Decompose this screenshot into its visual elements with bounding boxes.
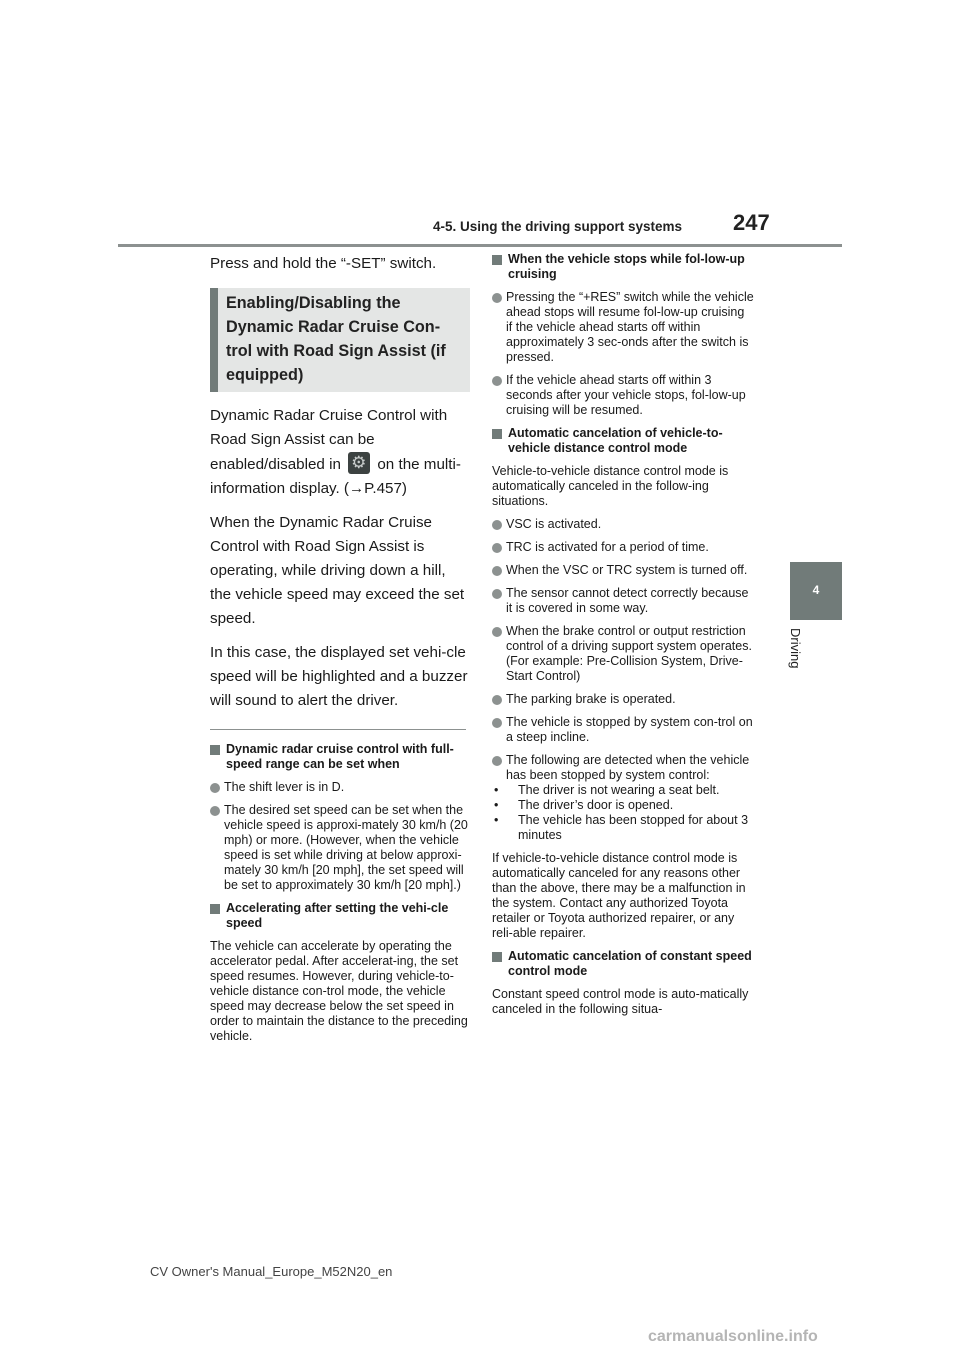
section-heading: Automatic cancelation of constant speed control mode	[492, 949, 754, 979]
chapter-tab	[790, 562, 842, 620]
buzzer-paragraph: In this case, the displayed set vehi-cle speed will be highlighted and a buzzer will sound to alert the driver.	[210, 644, 468, 709]
callout-line: equipped)	[226, 366, 304, 384]
section-heading: Dynamic radar cruise control with full-speed range can be set when	[210, 742, 470, 772]
section-text: Vehicle-to-vehicle distance control mode is automatically canceled in the follow-ing situations.	[492, 464, 729, 508]
enable-paragraph	[210, 404, 470, 501]
hill-paragraph: When the Dynamic Radar Cruise Control with Road Sign Assist is operating, while driving down a hill, the vehicle speed may exceed the set speed.	[210, 514, 465, 627]
bullet-item: The following are detected when the vehicle has been stopped by system control:	[492, 753, 754, 783]
heading-callout	[210, 288, 470, 392]
bullet-item: The vehicle is stopped by system con-trol on a steep incline.	[492, 715, 754, 745]
section-text: The vehicle can accelerate by operating the accelerator pedal. After accelerat-ing, the set speed resumes. However, during vehicle-to-vehicle distance con-trol mode, the vehicle speed may decrease below the set speed in order to maintain the distance to the preceding vehicle.	[210, 939, 468, 1043]
bullet-item: The desired set speed can be set when the vehicle speed is approxi-mately 30 km/h (20 mph) or more. (However, when the vehicle speed is set while driving at below approxi-mately 30 km/h [20 mph], the set speed will be set to approximately 30 km/h [20 mph].)	[210, 803, 470, 893]
sub-list-item: • The vehicle has been stopped for about 3 minutes	[506, 813, 754, 843]
bullet-item: The parking brake is operated.	[492, 692, 754, 707]
bullet-item: TRC is activated for a period of time.	[492, 540, 754, 555]
callout-line: trol with Road Sign Assist (if	[226, 342, 446, 360]
sub-list-item: • The driver is not wearing a seat belt.	[506, 783, 754, 798]
right-column	[492, 252, 754, 1025]
bullet-item: The shift lever is in D.	[210, 780, 470, 795]
section-heading: Automatic cancelation of vehicle-to-vehicle distance control mode	[492, 426, 754, 456]
watermark: carmanualsonline.info	[648, 1328, 818, 1345]
callout-line: Enabling/Disabling the	[226, 294, 401, 312]
bullet-item: VSC is activated.	[492, 517, 754, 532]
section-text: Constant speed control mode is auto-matically canceled in the following situa-	[492, 987, 749, 1016]
section-divider	[210, 729, 466, 730]
chapter-label-container	[788, 628, 808, 688]
page-number: 247	[733, 210, 770, 235]
settings-gear-icon	[348, 452, 370, 474]
section-heading: When the vehicle stops while fol-low-up cruising	[492, 252, 754, 282]
bullet-item: When the brake control or output restriction control of a driving support system operates. (For example: Pre-Collision System, Drive-Start Control)	[492, 624, 754, 684]
chapter-number: 4	[812, 583, 820, 597]
enable-text-after: on the multi-information display. (→P.457)	[210, 456, 461, 497]
bullet-item: If the vehicle ahead starts off within 3 seconds after your vehicle stops, fol-low-up cruising will be resumed.	[492, 373, 754, 418]
sub-list	[506, 783, 754, 843]
section-text: If vehicle-to-vehicle distance control mode is automatically canceled for any reasons other than the above, there may be a malfunction in the system. Contact any authorized Toyota retailer or Toyota authorized repairer, or any reli-able repairer.	[492, 851, 746, 940]
bullet-item: The sensor cannot detect correctly because it is covered in some way.	[492, 586, 754, 616]
chapter-label: Driving	[788, 628, 803, 669]
enable-text-before: Dynamic Radar Cruise Control with Road Sign Assist can be enabled/disabled in	[210, 407, 448, 473]
left-column	[210, 252, 470, 1052]
section-title: 4-5. Using the driving support systems	[433, 219, 683, 234]
header-divider	[118, 244, 842, 247]
callout-line: Dynamic Radar Cruise Con-	[226, 318, 441, 336]
intro-text: Press and hold the “-SET” switch.	[210, 255, 437, 272]
section-heading: Accelerating after setting the vehi-cle speed	[210, 901, 470, 931]
bullet-item: When the VSC or TRC system is turned off.	[492, 563, 754, 578]
sub-list-item: • The driver’s door is opened.	[506, 798, 754, 813]
manual-id: CV Owner's Manual_Europe_M52N20_en	[150, 1264, 393, 1279]
bullet-item: Pressing the “+RES” switch while the vehicle ahead stops will resume fol-low-up cruising if the vehicle ahead starts off within approximately 3 sec-onds after the switch is pressed.	[492, 290, 754, 365]
